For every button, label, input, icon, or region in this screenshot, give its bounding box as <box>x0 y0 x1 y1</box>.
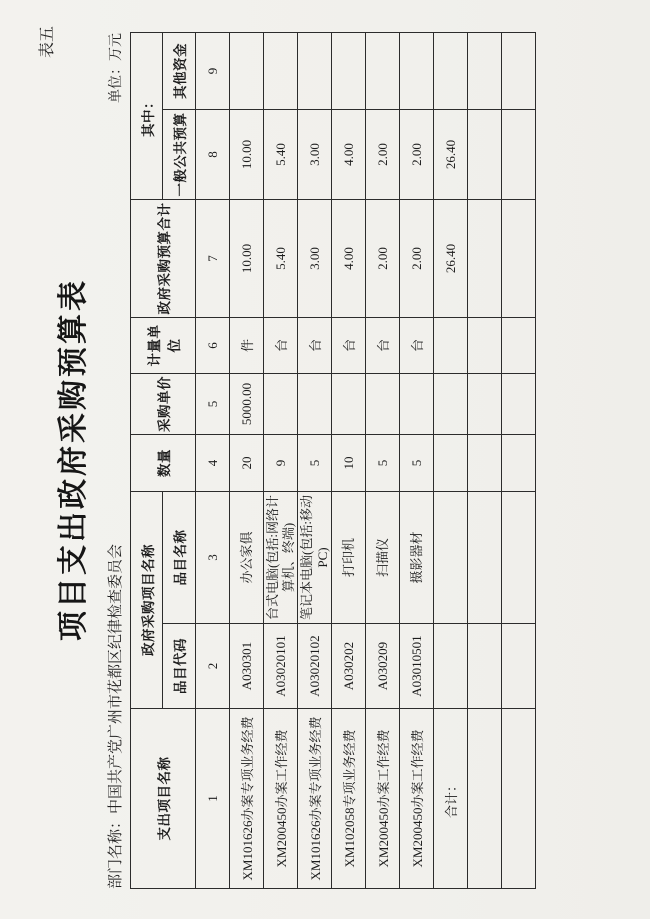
cell-measure-unit: 台 <box>332 318 366 374</box>
cell-item-code: A03020102 <box>298 624 332 709</box>
table-row <box>298 33 332 889</box>
cell-project-name: XM101626办案专项业务经费 <box>298 709 332 889</box>
cell-budget-total: 2.00 <box>400 200 434 318</box>
cell-item-name: 摄影器材 <box>400 492 434 624</box>
header-budget-total: 政府采购预算合计 <box>131 200 196 318</box>
header-among-group: 其中： <box>131 33 163 200</box>
total-row <box>434 33 468 889</box>
cell-quantity: 5 <box>298 435 332 492</box>
cell-project-name: XM200450办案工作经费 <box>366 709 400 889</box>
cell-measure-unit: 台 <box>366 318 400 374</box>
cell-other-funds <box>434 33 468 110</box>
column-number: 3 <box>196 492 230 624</box>
cell-measure-unit: 台 <box>264 318 298 374</box>
cell-budget-total: 3.00 <box>298 200 332 318</box>
column-number-row <box>196 33 230 889</box>
cell-general-public-budget <box>468 110 502 200</box>
header-measure-unit: 计量单位 <box>131 318 196 374</box>
cell-measure-unit <box>502 318 536 374</box>
sheet-number-label: 表五 <box>37 26 56 59</box>
column-number: 6 <box>196 318 230 374</box>
cell-item-code: A03020101 <box>264 624 298 709</box>
cell-other-funds <box>400 33 434 110</box>
cell-unit-price <box>298 374 332 435</box>
cell-item-code <box>468 624 502 709</box>
table-row <box>264 33 298 889</box>
column-number: 4 <box>196 435 230 492</box>
cell-unit-price <box>332 374 366 435</box>
header-row-1 <box>131 33 163 889</box>
table-row <box>366 33 400 889</box>
table-meta-row <box>104 33 125 889</box>
cell-unit-price <box>264 374 298 435</box>
header-item-name: 品目名称 <box>163 492 196 624</box>
cell-project-name: XM102058专项业务经费 <box>332 709 366 889</box>
cell-quantity <box>468 435 502 492</box>
cell-unit-price <box>400 374 434 435</box>
cell-other-funds <box>298 33 332 110</box>
cell-item-code: A030209 <box>366 624 400 709</box>
cell-item-code: A030202 <box>332 624 366 709</box>
header-expense-project-name: 支出项目名称 <box>131 709 196 889</box>
cell-general-public-budget: 3.00 <box>298 110 332 200</box>
cell-general-public-budget: 5.40 <box>264 110 298 200</box>
cell-unit-price <box>434 374 468 435</box>
cell-budget-total <box>468 200 502 318</box>
cell-general-public-budget: 4.00 <box>332 110 366 200</box>
cell-item-code: A030301 <box>230 624 264 709</box>
column-number: 8 <box>196 110 230 200</box>
cell-item-name <box>468 492 502 624</box>
cell-project-name <box>502 709 536 889</box>
column-number: 9 <box>196 33 230 110</box>
cell-unit-price <box>366 374 400 435</box>
cell-quantity: 5 <box>366 435 400 492</box>
cell-item-code <box>434 624 468 709</box>
cell-project-name: XM101626办案专项业务经费 <box>230 709 264 889</box>
header-item-code: 品目代码 <box>163 624 196 709</box>
cell-budget-total: 26.40 <box>434 200 468 318</box>
cell-measure-unit: 件 <box>230 318 264 374</box>
empty-row <box>502 33 536 889</box>
column-number: 5 <box>196 374 230 435</box>
cell-general-public-budget: 2.00 <box>366 110 400 200</box>
header-unit-price: 采购单价 <box>131 374 196 435</box>
cell-budget-total <box>502 200 536 318</box>
cell-budget-total: 2.00 <box>366 200 400 318</box>
cell-general-public-budget <box>502 110 536 200</box>
cell-quantity: 9 <box>264 435 298 492</box>
cell-other-funds <box>230 33 264 110</box>
cell-unit-price: 5000.00 <box>230 374 264 435</box>
table-row <box>400 33 434 889</box>
cell-item-name: 笔记本电脑(包括:移动PC) <box>298 492 332 624</box>
cell-item-name <box>502 492 536 624</box>
cell-budget-total: 4.00 <box>332 200 366 318</box>
column-number: 1 <box>196 709 230 889</box>
header-other-funds: 其他资金 <box>163 33 196 110</box>
cell-item-name <box>434 492 468 624</box>
cell-general-public-budget: 2.00 <box>400 110 434 200</box>
cell-item-name: 扫描仪 <box>366 492 400 624</box>
header-general-public-budget: 一般公共预算 <box>163 110 196 200</box>
cell-budget-total: 5.40 <box>264 200 298 318</box>
cell-measure-unit <box>434 318 468 374</box>
cell-other-funds <box>468 33 502 110</box>
table-body <box>230 33 536 889</box>
cell-general-public-budget: 26.40 <box>434 110 468 200</box>
cell-quantity: 5 <box>400 435 434 492</box>
header-procurement-project-group: 政府采购项目名称 <box>131 492 163 709</box>
procurement-budget-table <box>130 32 536 889</box>
cell-other-funds <box>366 33 400 110</box>
empty-row <box>468 33 502 889</box>
cell-other-funds <box>502 33 536 110</box>
cell-item-name: 台式电脑(包括:网络计算机、终端) <box>264 492 298 624</box>
cell-measure-unit <box>468 318 502 374</box>
cell-other-funds <box>332 33 366 110</box>
cell-item-name: 办公家俱 <box>230 492 264 624</box>
header-quantity: 数量 <box>131 435 196 492</box>
cell-measure-unit: 台 <box>298 318 332 374</box>
cell-budget-total: 10.00 <box>230 200 264 318</box>
cell-other-funds <box>264 33 298 110</box>
cell-general-public-budget: 10.00 <box>230 110 264 200</box>
department-name: 部门名称：中国共产党广州市花都区纪律检查委员会 <box>108 543 124 889</box>
table-row <box>230 33 264 889</box>
unit-label: 单位：万元 <box>109 33 124 103</box>
cell-quantity: 10 <box>332 435 366 492</box>
cell-project-name <box>468 709 502 889</box>
cell-measure-unit: 台 <box>400 318 434 374</box>
table-row <box>332 33 366 889</box>
page-title: 项目支出政府采购预算表 <box>56 278 91 641</box>
cell-item-code: A03010501 <box>400 624 434 709</box>
cell-project-name: XM200450办案工作经费 <box>400 709 434 889</box>
cell-unit-price <box>502 374 536 435</box>
cell-quantity <box>434 435 468 492</box>
cell-quantity <box>502 435 536 492</box>
cell-item-code <box>502 624 536 709</box>
column-number: 2 <box>196 624 230 709</box>
cell-quantity: 20 <box>230 435 264 492</box>
cell-item-name: 打印机 <box>332 492 366 624</box>
cell-unit-price <box>468 374 502 435</box>
cell-project-name: 合计： <box>434 709 468 889</box>
column-number: 7 <box>196 200 230 318</box>
cell-project-name: XM200450办案工作经费 <box>264 709 298 889</box>
